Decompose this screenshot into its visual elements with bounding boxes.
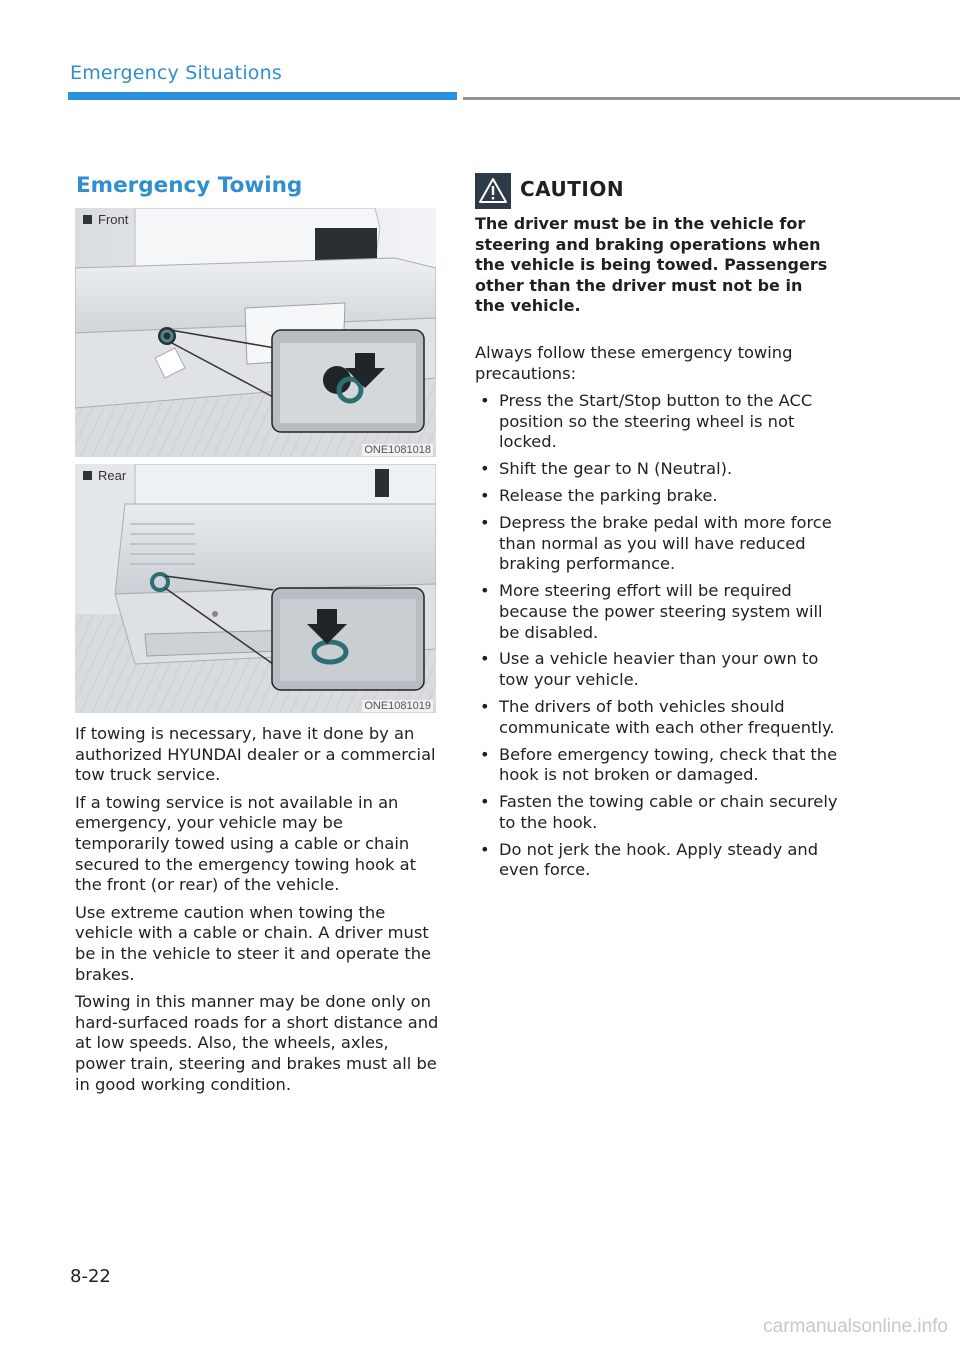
figure-front-code: ONE1081018 xyxy=(364,444,431,456)
caution-text: The driver must be in the vehicle for steering and braking operations when the vehicle is being towed. Passengers other than the driver must not be in the vehicle. xyxy=(475,214,828,315)
list-item: • Use a vehicle heavier than your own to tow your vehicle. xyxy=(475,649,845,690)
figure-rear-label xyxy=(83,468,126,483)
header-bar-blue xyxy=(68,92,457,100)
header-title: Emergency Situations xyxy=(70,62,282,84)
square-bullet-icon xyxy=(83,471,92,480)
list-item: • More steering effort will be required because the power steering system will be disabled. xyxy=(475,581,845,643)
paragraph: Use extreme caution when towing the vehicle with a cable or chain. A driver must be in the vehicle to steer it and operate the brakes. xyxy=(75,902,432,984)
caution-word: CAUTION xyxy=(520,177,625,201)
list-item: • Fasten the towing cable or chain securely to the hook. xyxy=(475,792,845,833)
figure-rear-code: ONE1081019 xyxy=(364,700,431,712)
figure-front-label xyxy=(83,212,128,227)
list-item: • Shift the gear to N (Neutral). xyxy=(475,459,845,480)
list-item: • The drivers of both vehicles should communicate with each other frequently. xyxy=(475,697,845,738)
left-text-column xyxy=(75,724,440,1102)
list-item: • Do not jerk the hook. Apply steady and even force. xyxy=(475,840,845,881)
paragraph: If towing is necessary, have it done by an authorized HYUNDAI dealer or a commercial tow truck service. xyxy=(75,724,436,785)
page-number: 8-22 xyxy=(70,1266,111,1287)
figure-rear-label-text: Rear xyxy=(98,468,127,483)
figure-front xyxy=(75,208,436,457)
list-item: • Depress the brake pedal with more force than normal as you will have reduced braking performance. xyxy=(475,513,845,575)
paragraph: If a towing service is not available in an emergency, your vehicle may be temporarily towed using a cable or chain secured to the emergency towing hook at the front (or rear) of the vehicle. xyxy=(75,792,416,895)
figure-rear xyxy=(75,464,436,713)
watermark: carmanualsonline.info xyxy=(763,1316,948,1337)
list-item: • Before emergency towing, check that the hook is not broken or damaged. xyxy=(475,745,845,786)
caution-warning-icon xyxy=(475,173,511,209)
list-item: • Press the Start/Stop button to the ACC position so the steering wheel is not locked. xyxy=(475,391,845,453)
figure-front-label-text: Front xyxy=(98,212,129,227)
precautions-intro: Always follow these emergency towing precautions: xyxy=(475,343,793,383)
header-bar-gray xyxy=(463,97,960,100)
list-item: • Release the parking brake. xyxy=(475,486,845,507)
paragraph: Towing in this manner may be done only on hard-surfaced roads for a short distance and at low speeds. Also, the wheels, axles, power train, steering and brakes must all be in good working condition. xyxy=(75,992,439,1094)
section-title: Emergency Towing xyxy=(76,173,303,198)
square-bullet-icon xyxy=(83,215,92,224)
rear-bumper-illustration xyxy=(75,464,436,713)
precautions-list xyxy=(475,391,845,887)
front-bumper-illustration xyxy=(75,208,436,457)
